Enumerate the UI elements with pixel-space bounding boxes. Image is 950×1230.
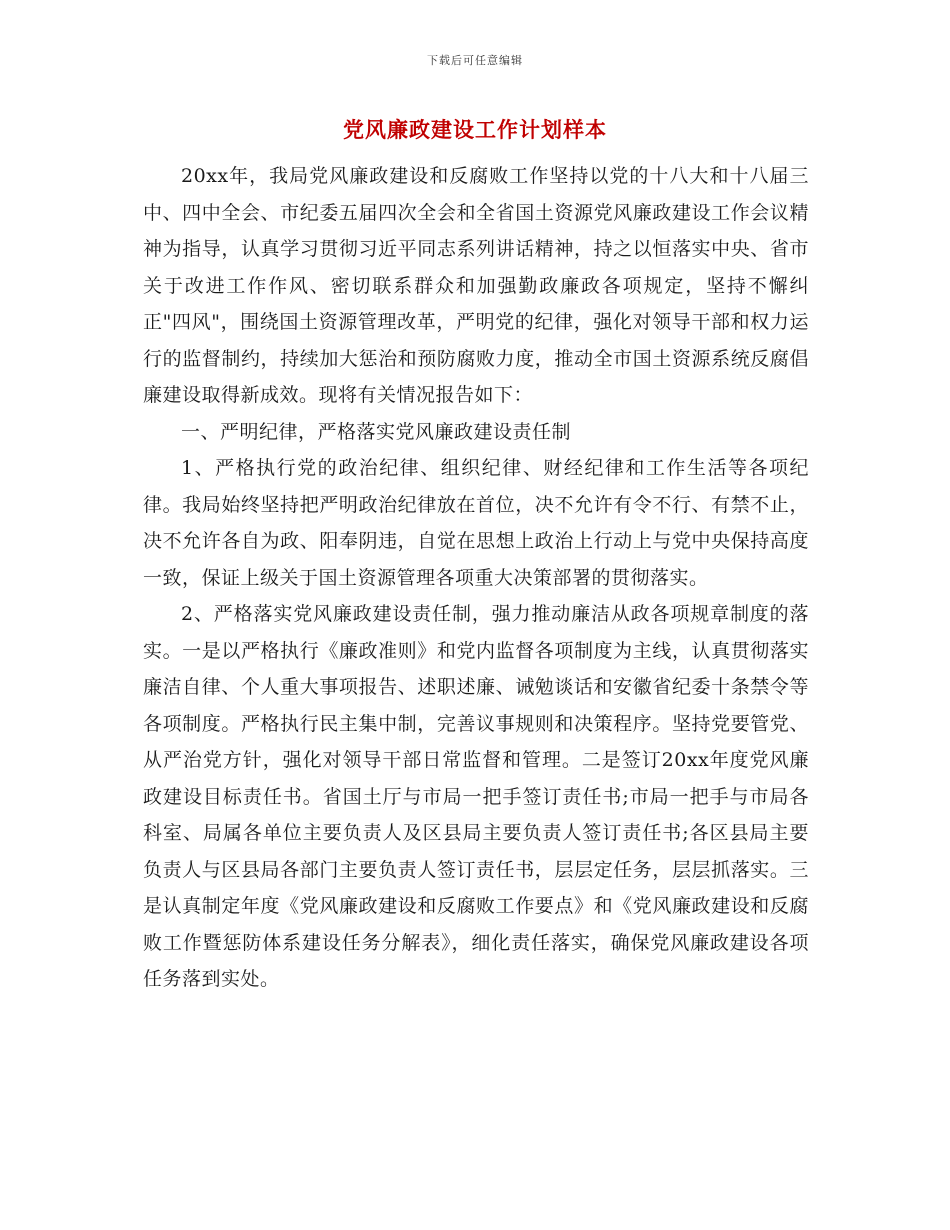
document-body [143, 158, 809, 998]
paragraph-item-2: 2、严格落实党风廉政建设责任制，强力推动廉洁从政各项规章制度的落实。一是以严格执行《廉政准则》和党内监督各项制度为主线，认真贯彻落实廉洁自律、个人重大事项报告、述职述廉、诫勉谈话和安徽省纪委十条禁令等各项制度。严格执行民主集中制，完善议事规则和决策程序。坚持党要管党、从严治党方针，强化对领导干部日常监督和管理。二是签订20xx年度党风廉政建设目标责任书。省国土厅与市局一把手签订责任书;市局一把手与市局各科室、局属各单位主要负责人及区县局主要负责人签订责任书;各区县局主要负责人与区县局各部门主要负责人签订责任书，层层定任务，层层抓落实。三是认真制定年度《党风廉政建设和反腐败工作要点》和《党风廉政建设和反腐败工作暨惩防体系建设任务分解表》，细化责任落实，确保党风廉政建设各项任务落到实处。 [143, 603, 809, 990]
paragraph-intro: 20xx年，我局党风廉政建设和反腐败工作坚持以党的十八大和十八届三中、四中全会、市纪委五届四次全会和全省国土资源党风廉政建设工作会议精神为指导，认真学习贯彻习近平同志系列讲话精神，持之以恒落实中央、省市关于改进工作作风、密切联系群众和加强勤政廉政各项规定，坚持不懈纠正"四风"，围绕国土资源管理改革，严明党的纪律，强化对领导干部和权力运行的监督制约，持续加大惩治和预防腐败力度，推动全市国土资源系统反腐倡廉建设取得新成效。现将有关情况报告如下： [143, 165, 809, 406]
section-heading-1: 一、严明纪律，严格落实党风廉政建设责任制 [181, 420, 572, 443]
page-header-note: 下载后可任意编辑 [427, 54, 523, 67]
document-title: 党风廉政建设工作计划样本 [343, 117, 607, 142]
paragraph-item-1: 1、严格执行党的政治纪律、组织纪律、财经纪律和工作生活等各项纪律。我局始终坚持把严明政治纪律放在首位，决不允许有令不行、有禁不止，决不允许各自为政、阳奉阴违，自觉在思想上政治上行动上与党中央保持高度一致，保证上级关于国土资源管理各项重大决策部署的贯彻落实。 [143, 457, 809, 589]
